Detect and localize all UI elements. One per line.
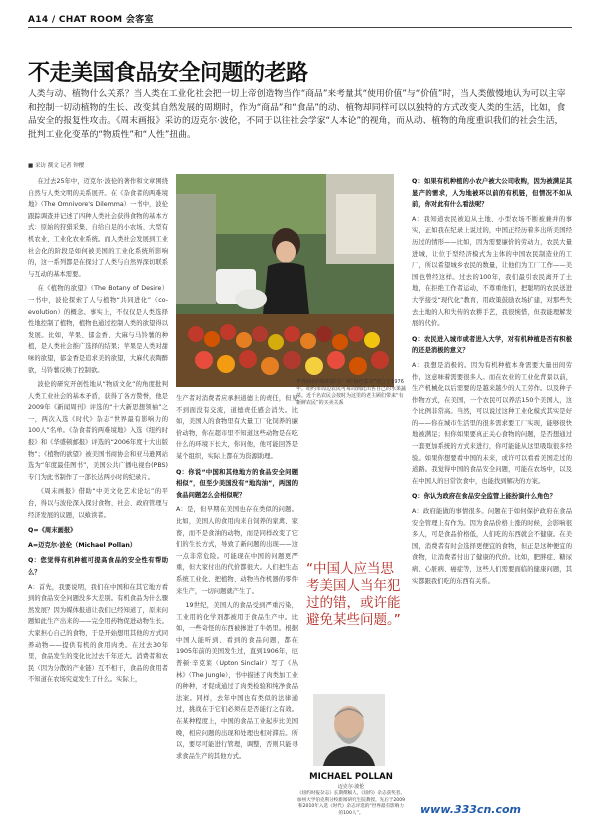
section-header: A14 / CHAT ROOM 会客室 [28,15,154,25]
legend-a: A=迈克尔·波伦（Michael Pollan） [28,541,137,549]
paragraph: 波伦的研究开创性地从“物质文化”的角度批判人类工业社会的基本矛盾，获得了各方赞誉，他是2009年《新闻周刊》评选的“十大新思想领袖”之一，两次入选《时代》杂志“世界最有影响力的100人”名单。《杂食者的两难境地》入选《纽约时报》和《华盛顿邮报》评选的“2006年度十大出版物”；《植物的欲望》被美国书商协会和亚马逊网站选为“年度最佳图书”，美国公共广播电视台(PBS)专门为此书制作了一部长达两小时的纪录片。 [28,381,168,481]
pull-quote: “中国人应当思考美国人当年犯过的错，或许能避免某些问题。” [306,561,401,628]
header-divider [28,27,572,28]
legend-q: Q=《周末画报》 [28,527,77,535]
question: Q：如果有机种植的小农户被大公司收购，因为被满足其显产的需求，人为地被环以前的有机链，但情况不如从前，你对此有什么看法呢？ [412,178,572,209]
paragraph: 在《植物的欲望》（The Botany of Desire）一书中，波伦探索了人与植物“共同进化”（co-evolution）的概念。事实上，不仅仅是人类选择性地控制了植物，植物也通过控制人类的欲望得以发展。比如，苹果、郁金香、大麻与马铃薯的种植，是人类社会推广选择的结果；苹果是人类对甜味的欲望，郁金香是追求美的欲望，大麻代表陶醉欲，马铃薯反映了控制欲。 [28,285,168,374]
market-photo-illustration [176,174,394,387]
article-intro: 人类与动、植物什么关系？当人类在工业化社会把一切上帝创造物当作“商品”来考量其“使用价值”与“价值”时，当人类傲慢地认为可以主宰和控制一切动植物的生长、改变其自然发展的周期时，作为“商品”和“食品”的动、植物却同样可以以独特的方式改变人类的生活，比如，食品安全的报复性攻击。《周末画报》采访的迈克尔·波伦，不同于以往社会学家“人本论”的视角，而从动、植物的角度重识我们的社会生活，批判工业化变革的“物质性”和“人性”扭曲。 [28,89,566,140]
article-byline: ■ 采访 撰文 记者 钟樱 [28,163,85,169]
profile-name: MICHAEL POLLAN [309,772,393,782]
paragraph: 《周末画报》借助“中美文化艺术论坛”的平台，得以与波伦深入探讨食物、社会、政府管理与经济发展的议题，以飨读者。 [28,488,168,519]
question: Q：你认为政府在食品安全监管上能扮演什么角色？ [412,493,556,501]
photo-caption: 世界闻名的纽约联合广场“绿色集市”创立于1976年。纽约市周边农民可每周到此出售自己的水果蔬菜。近千名农民会按时为这里的老主顾们带来“有新鲜农民”的买卖关系 [296,379,407,406]
column-left [28,176,168,806]
market-photo [176,174,394,387]
question: Q：您觉得有机种植可提高食品的安全性有帮助么？ [28,557,168,576]
paragraph: 在过去25年中，迈克尔·波伦的著作和文章围绕自然与人类文明的关系展开。在《杂食者的两难境地》（The Omnivore's Dilemma）一书中，波伦跟踪调查并记述了四种人类社会获得食物的基本方式：原始的狩猎采集、自给自足的小农场、大型有机农业、工业化农业系统。而人类社会发展到工业社会化的阶段是如何被美国的工业化系统所影响的，这一系列都是在探讨了人类与自然界深切联系与互动的基本需要。 [28,178,168,278]
portrait-photo [313,694,385,766]
portrait-illustration [313,694,385,766]
column-right [412,176,572,801]
question: Q：你说“中国和其他地方的食品安全问题相似”，但至少美国没有“地沟油”，两国的食品问题怎么会相似呢？ [176,468,298,499]
paragraph: 19世纪，美国人的食品受到严重污染，工业用的化学剂都被用于食品生产中。比如，一些奇怪的东西被掺进了牛奶里。根据中国人能听到、看到的食品问题，都在1905年前的美国发生过，直到1906年，厄普顿·辛克莱（Upton Sinclair）写了《丛林》（The Jungle），书中描述了肉类加工业的种种，才促成通过了肉类检验和纯净食品法案。同样，去年中国也有类似的法律通过，挑战在于它们必须在是否能行之有效。在某种程度上，中国的食品工业起步比美国晚，相应问题的出现和处理也相对滞后。所以，要尽可能进行管理，调整，否则只能寻求食品生产的其他方式。 [176,602,298,760]
answer: A：我想是消极的。因为有机种植本身需要大量田间劳作，这意味着需要很多人。而在农业的工业化背景以前，生产机械化以后需要的是越来越少的人工劳作。以及种子作物方式，在美国，一个农民可以养活150个美国人，这个比例非常高。当然，可以说过这种工业化模式其实是好的——你在城市生活里的很多需求要工厂实现，能够很快地被满足；但你如果要真正关心食物的问题，是否想通过一套更加系统的方式来进行，你可能能从这里吸取很多经验。如果你想要看中国的未来，或许可以看看美国走过的道路。我觉得中国的食品安全问题，可能在农场中，以及在中国人的日常饮食中，也能找到解决的方案。 [412,361,572,485]
site-watermark: www.333cn.com [420,803,521,816]
profile-bio: 《纽约时报杂志》长期撰稿人，《纽约》杂志获奖者。加州大学伯克利分校新闻研究生院教授。先后于2009和2010年入选《时代》杂志评选的“世界最有影响力的100人”。 [296,791,406,816]
article-title: 不走美国食品安全问题的老路 [28,61,308,86]
answer: A：首先，我要说明，我们在中国和在其它地方看到的食品安全问题没多大差别。有机食品为什么骤然发展？因为媒体报道让我们已经知道了，原来问题如此生产出来的——完全用药物促进动物生长。大家担心自己的食物，于是开始想用其他的方式同养动物——提供有机的食用肉类。在过去30年里，食品发生的变化比过去千年还大。消费者和农民（因为分散的产业链）互不相干，食品的食用者不知道在农场究竟发生了什么。实际上， [28,583,168,684]
column-middle [176,393,298,808]
question: Q：农民进入城市或者进入大学，对有机种植是否有积极的还是消极的意义？ [412,335,572,355]
answer: A：我知道农民被迫从土地、小型农场不断被兼并的事实，正如我在纪录上说过的，中国正经历着多出所美国经历过的情形——比如，因为需要廉价的劳动力，农民大量进城，让位于型经济模式为主体的中国农民制造业的工厂，所以希望城乡农民的数量，让他们为工厂工作——美国也曾经这样。过去的100年，我们最引农民离开了土地，在拒绝工作者运动，不尊重他们，把聪明的农民送进大学接受“现代化”教育，用政策鼓励农场扩建，对那些失去土地的人和失传的农耕手艺，我很惋惜，但我能理解发展的代价。 [412,215,572,328]
answer: A：政府能做的事情很多。问题在于如何保护政府在食品安全管理上有作为。因为食品价格上涨的时候，会影响很多人，可是食品价格低，人们吃的东西就会不健康。在美国，消费者有时会选择更便宜的食物，但正是这种便宜的食物，让消费者付出了健康的代价。比如，肥胖症、糖尿病、心脏病、癌症等，这些人们需要面临的健康问题，其实都跟我们吃的东西有关系。 [412,508,572,585]
answer: 生产者对消费者应承担道德上的责任，但见不到面没有交流，道德责任感会消失。比如，美国人的食物里有大量工厂化饲养的廉价动物，你在超市里不知道这些动物是在吃什么的环境下长大，你问他，他可能回答是某个组织，实际上都在为资源助理。 [176,395,298,460]
profile-role: 迈克尔·波伦 [337,784,365,790]
answer: A：是，但早期在美国也存在类似的问题。比如，美国人的食用肉来自饲养的家禽、家畜，而不是食油的动物，而是同样改变了它们的生长方式，导致了新问题的出现——这一点非常危险。可能现在中国的问题更严重，但大家付出的代价都很大。人们把生态系统工业化、把植物、动物当作机器的零件来生产，一切问题就产生了。 [176,506,298,595]
